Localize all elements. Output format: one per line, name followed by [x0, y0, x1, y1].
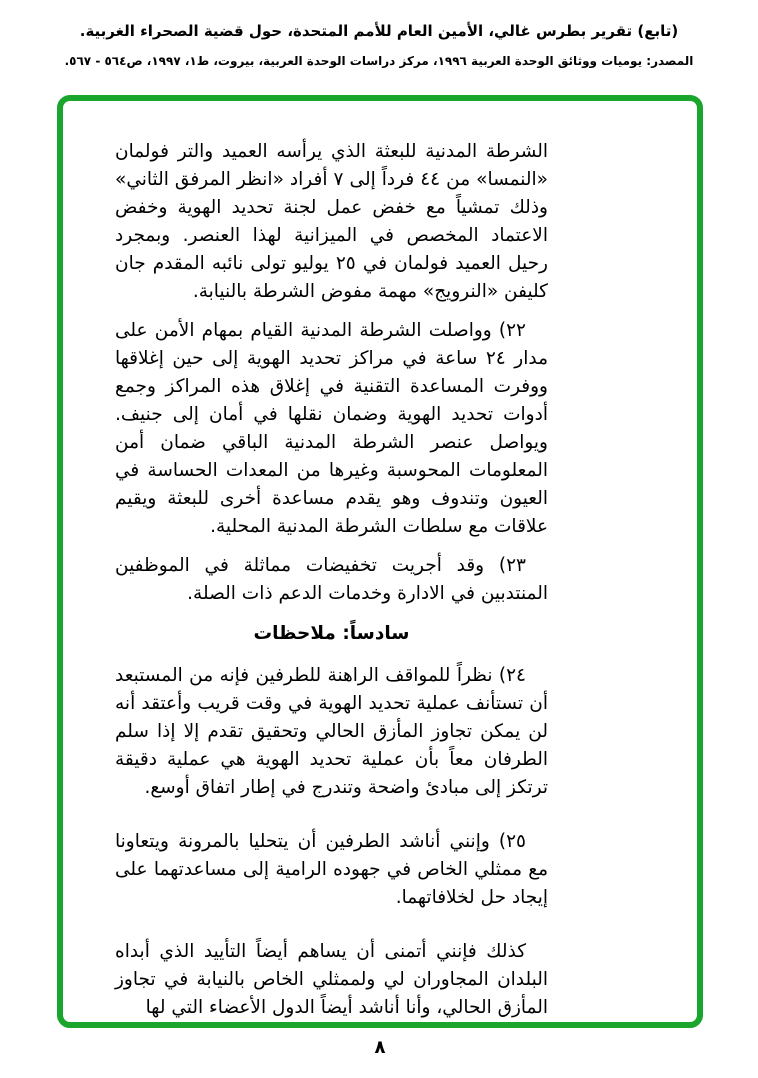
paragraph-23: ٢٣) وقد أجريت تخفيضات مماثلة في الموظفين المنتدبين في الادارة وخدمات الدعم ذات الصلة.: [115, 555, 548, 604]
paragraph-22: ٢٢) وواصلت الشرطة المدنية القيام بمهام الأمن على مدار ٢٤ ساعة في مراكز تحديد الهوية إلى حين إغلاقها ووفرت المساعدة التقنية في إغلاق هذه المراكز وجمع أدوات تحديد الهوية وضمان نقلها في أمان إلى جنيف. ويواصل عنصر الشرطة المدنية الباقي ضمان أمن المعلومات المحوسبة وغيرها من المعدات الحساسة في العيون وتندوف وهو يقدم مساعدة أخرى للبعثة ويقيم علاقات مع سلطات الشرطة المدنية المحلية.: [115, 320, 548, 537]
page-number: ٨: [374, 1037, 386, 1058]
document-body: [115, 138, 548, 1033]
paragraph-closing: كذلك فإنني أتمنى أن يساهم أيضاً التأييد الذي أبداه البلدان المجاوران لي ولممثلي الخاص بالنيابة في تجاوز المأزق الحالي، وأنا أناشد أيضاً الدول الأعضاء التي لها: [115, 941, 548, 1018]
document-title: (تابع) تقرير بطرس غالي، الأمين العام للأمم المتحدة، حول قضية الصحراء الغربية.: [79, 22, 679, 40]
section-heading-observations: سادساً: ملاحظات: [253, 623, 410, 644]
document-source-line: المصدر: يوميات ووثائق الوحدة العربية ١٩٩٦، مركز دراسات الوحدة العربية، بيروت، ط١، ١٩٩٧، ص٥٦٤ - ٥٦٧.: [64, 54, 694, 68]
paragraph-25: ٢٥) وإنني أناشد الطرفين أن يتحليا بالمرونة ويتعاونا مع ممثلي الخاص في جهوده الرامية إلى مساعدتهما على إيجاد حل لخلافاتهما.: [115, 831, 548, 908]
page-header: [0, 20, 758, 70]
paragraph-continuation: الشرطة المدنية للبعثة الذي يرأسه العميد والتر فولمان «النمسا» من ٤٤ فرداً إلى ٧ أفراد «انظر المرفق الثاني» وذلك تمشياً مع خفض عمل لجنة تحديد الهوية وخفض الاعتماد المخصص في الميزانية لهذا العنصر. وبمجرد رحيل العميد فولمان في ٢٥ يوليو تولى نائبه المقدم جان كليفن «النرويج» مهمة مفوض الشرطة بالنيابة.: [115, 141, 548, 302]
paragraph-24: ٢٤) نظراً للمواقف الراهنة للطرفين فإنه من المستبعد أن تستأنف عملية تحديد الهوية في وقت قريب وأعتقد أنه لن يمكن تجاوز المأزق الحالي وتحقيق تقدم إلا إذا سلم الطرفان معاً بأن عملية تحديد الهوية هي عملية دقيقة ترتكز إلى مبادئ واضحة وتندرج في إطار اتفاق أوسع.: [115, 665, 548, 798]
